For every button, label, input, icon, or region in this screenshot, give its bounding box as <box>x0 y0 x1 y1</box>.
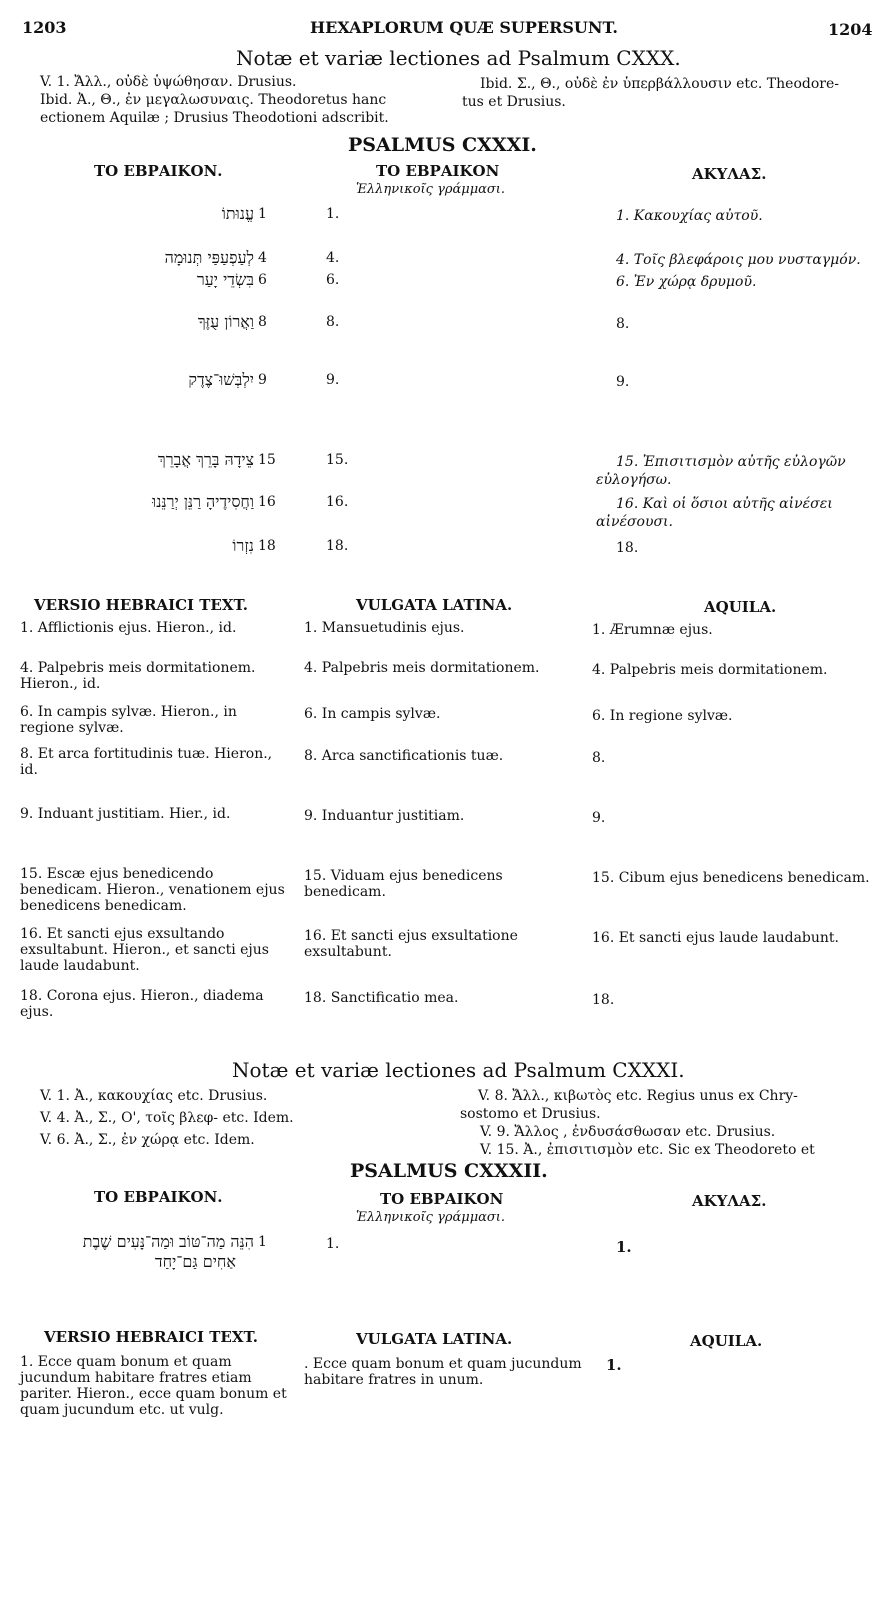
latin-hebrew-version: 15. Escæ ejus benedicendo benedicam. Hieron., venationem ejus benedicens benedicam. <box>20 866 285 914</box>
psalm-132-title: PSALMUS CXXXII. <box>350 1160 548 1182</box>
hebrew-text: נִזְרוֹ <box>232 536 254 555</box>
hebrew-text: בִּשְׂדֵי יָעַר <box>196 270 254 289</box>
aquila-greek-text: 6. Ἐν χώρᾳ δρυμοῦ. <box>616 274 757 290</box>
latin-aquila: 16. Et sancti ejus laude laudabunt. <box>592 930 839 946</box>
hebrew-text: צֵידָהּ בָּרֵךְ אֲבָרֵךְ <box>157 450 254 469</box>
aquila-greek-text-cont: εὐλογήσω. <box>596 472 672 488</box>
latin-aquila: 1. Ærumnæ ejus. <box>592 622 713 638</box>
latin-vulgate: 1. Mansuetudinis ejus. <box>304 620 465 636</box>
note-130-left-1: V. 1. Ἄλλ., οὐδὲ ὑψώθησαν. Drusius. <box>40 74 297 90</box>
latin-header-aquila-132: AQUILA. <box>690 1332 763 1350</box>
aquila-greek-text-132: 1. <box>616 1238 632 1256</box>
latin-vulgate: 16. Et sancti ejus exsultatione exsultabunt. <box>304 928 518 960</box>
hebrew-text: וַחֲסִידֶיהָ רַנֵּן יְרַנֵּנוּ <box>152 492 254 511</box>
latin-aquila-132: 1. <box>606 1356 622 1374</box>
hebrew-text: וַאֲרוֹן עֻזֶּךָ <box>197 312 254 331</box>
hebrew-text: יִלְבְּשׁוּ־צֶדֶק <box>188 370 254 389</box>
note-131-left-1: V. 1. Ἀ., κακουχίας etc. Drusius. <box>40 1088 268 1104</box>
col-header-hebrew-132: ΤΟ ΕΒΡΑΙΚΟΝ. <box>94 1188 223 1206</box>
latin-header-aquila: AQUILA. <box>704 598 777 616</box>
aquila-greek-text-cont: αἰνέσουσι. <box>596 514 673 530</box>
verse-number: 9 <box>258 372 267 388</box>
col-header-hebrew: ΤΟ ΕΒΡΑΙΚΟΝ. <box>94 162 223 180</box>
col-header-greek-letters-sub-132: Ἑλληνικοῖς γράμμασι. <box>356 1210 506 1225</box>
latin-vulgate: 4. Palpebris meis dormitationem. <box>304 660 540 676</box>
latin-vulgate: 9. Induantur justitiam. <box>304 808 465 824</box>
hebrew-text-132-line1: הִנֵּה מַה־טּוֹב וּמַה־נָּעִים שֶׁבֶת <box>82 1232 254 1251</box>
col-header-greek-letters: ΤΟ ΕΒΡΑΙΚΟΝ <box>376 162 500 180</box>
verse-number: 1 <box>258 206 267 222</box>
verse-number: 6 <box>258 272 267 288</box>
transliteration-text: 4. <box>326 250 340 266</box>
aquila-greek-text: 15. Ἐπισιτισμὸν αὐτῆς εὐλογῶν <box>616 454 846 470</box>
hebrew-text: לְעַפְעַפַּי תְּנוּמָה <box>164 248 254 267</box>
latin-hebrew-version: 16. Et sancti ejus exsultando exsultabunt. Hieron., et sancti ejus laude laudabunt. <box>20 926 269 974</box>
latin-aquila: 9. <box>592 810 606 826</box>
note-130-right-2: tus et Drusius. <box>462 94 566 110</box>
transliteration-text-132: 1. <box>326 1236 340 1252</box>
latin-hebrew-version: 1. Afflictionis ejus. Hieron., id. <box>20 620 237 636</box>
latin-aquila: 6. In regione sylvæ. <box>592 708 733 724</box>
transliteration-text: 8. <box>326 314 340 330</box>
note-131-right-3: V. 9. Ἄλλος , ἐνδυσάσθωσαν etc. Drusius. <box>480 1124 776 1140</box>
note-131-right-1: V. 8. Ἄλλ., κιβωτὸς etc. Regius unus ex Chry- <box>478 1088 798 1104</box>
aquila-greek-text: 8. <box>616 316 630 332</box>
latin-vulgate: 15. Viduam ejus benedicens benedicam. <box>304 868 503 900</box>
transliteration-text: 9. <box>326 372 340 388</box>
latin-hebrew-version: 9. Induant justitiam. Hier., id. <box>20 806 231 822</box>
latin-vulgate-132: . Ecce quam bonum et quam jucundum habitare fratres in unum. <box>304 1356 582 1388</box>
note-130-left-2: Ibid. Ἀ., Θ., ἐν μεγαλωσυναις. Theodoretus hanc <box>40 92 387 108</box>
latin-aquila: 18. <box>592 992 615 1008</box>
latin-vulgate: 18. Sanctificatio mea. <box>304 990 459 1006</box>
aquila-greek-text: 1. Κακουχίας αὐτοῦ. <box>616 208 763 224</box>
latin-header-vulgate-132: VULGATA LATINA. <box>356 1330 513 1348</box>
notes-title-131: Notæ et variæ lectiones ad Psalmum CXXXI. <box>232 1058 685 1082</box>
note-131-left-3: V. 6. Ἀ., Σ., ἐν χώρᾳ etc. Idem. <box>40 1132 255 1148</box>
latin-header-vulgate: VULGATA LATINA. <box>356 596 513 614</box>
hebrew-text: עֱנוּתוֹ <box>221 204 254 223</box>
page-number-right: 1204 <box>828 20 873 39</box>
aquila-greek-text: 18. <box>616 540 639 556</box>
aquila-greek-text: 16. Καὶ οἱ ὅσιοι αὐτῆς αἰνέσει <box>616 496 833 512</box>
latin-hebrew-version: 18. Corona ejus. Hieron., diadema ejus. <box>20 988 264 1020</box>
latin-aquila: 8. <box>592 750 606 766</box>
verse-number-132: 1 <box>258 1234 267 1250</box>
transliteration-text: 18. <box>326 538 349 554</box>
transliteration-text: 1. <box>326 206 340 222</box>
col-header-greek-letters-sub: Ἑλληνικοῖς γράμμασι. <box>356 182 506 197</box>
aquila-greek-text: 9. <box>616 374 630 390</box>
hebrew-text-132-line2: אַחִים גַּם־יָחַד <box>154 1252 236 1271</box>
verse-number: 18 <box>258 538 276 554</box>
transliteration-text: 6. <box>326 272 340 288</box>
verse-number: 16 <box>258 494 276 510</box>
transliteration-text: 16. <box>326 494 349 510</box>
latin-vulgate: 6. In campis sylvæ. <box>304 706 441 722</box>
aquila-greek-text: 4. Τοῖς βλεφάροις μου νυσταγμόν. <box>616 252 861 268</box>
verse-number: 15 <box>258 452 276 468</box>
note-130-left-3: ectionem Aquilæ ; Drusius Theodotioni adscribit. <box>40 110 389 126</box>
latin-hebrew-version-132: 1. Ecce quam bonum et quam jucundum habitare fratres etiam pariter. Hieron., ecce quam bonum et quam jucundum etc. ut vulg. <box>20 1354 287 1418</box>
psalm-131-title: PSALMUS CXXXI. <box>348 134 537 156</box>
col-header-aquila-132: ΑΚΥΛΑΣ. <box>692 1192 767 1210</box>
verse-number: 4 <box>258 250 267 266</box>
note-130-right-1: Ibid. Σ., Θ., οὐδὲ ἐν ὑπερβάλλουσιν etc. Theodore- <box>480 76 839 92</box>
col-header-aquila: ΑΚΥΛΑΣ. <box>692 165 767 183</box>
transliteration-text: 15. <box>326 452 349 468</box>
running-title: HEXAPLORUM QUÆ SUPERSUNT. <box>310 18 618 37</box>
latin-hebrew-version: 4. Palpebris meis dormitationem. Hieron., id. <box>20 660 256 692</box>
note-131-right-4: V. 15. Ἀ., ἐπισιτισμὸν etc. Sic ex Theodoreto et <box>480 1142 815 1158</box>
latin-aquila: 15. Cibum ejus benedicens benedicam. <box>592 870 870 886</box>
page-number-left: 1203 <box>22 18 67 37</box>
latin-vulgate: 8. Arca sanctificationis tuæ. <box>304 748 504 764</box>
verse-number: 8 <box>258 314 267 330</box>
col-header-greek-letters-132: ΤΟ ΕΒΡΑΙΚΟΝ <box>380 1190 504 1208</box>
latin-hebrew-version: 6. In campis sylvæ. Hieron., in regione sylvæ. <box>20 704 237 736</box>
notes-title-130: Notæ et variæ lectiones ad Psalmum CXXX. <box>236 46 681 70</box>
latin-header-hebrew-132: VERSIO HEBRAICI TEXT. <box>44 1328 258 1346</box>
latin-header-hebrew: VERSIO HEBRAICI TEXT. <box>34 596 248 614</box>
note-131-left-2: V. 4. Ἀ., Σ., Ο', τοῖς βλεφ- etc. Idem. <box>40 1110 294 1126</box>
latin-aquila: 4. Palpebris meis dormitationem. <box>592 662 828 678</box>
note-131-right-2: sostomo et Drusius. <box>460 1106 601 1122</box>
latin-hebrew-version: 8. Et arca fortitudinis tuæ. Hieron., id. <box>20 746 273 778</box>
